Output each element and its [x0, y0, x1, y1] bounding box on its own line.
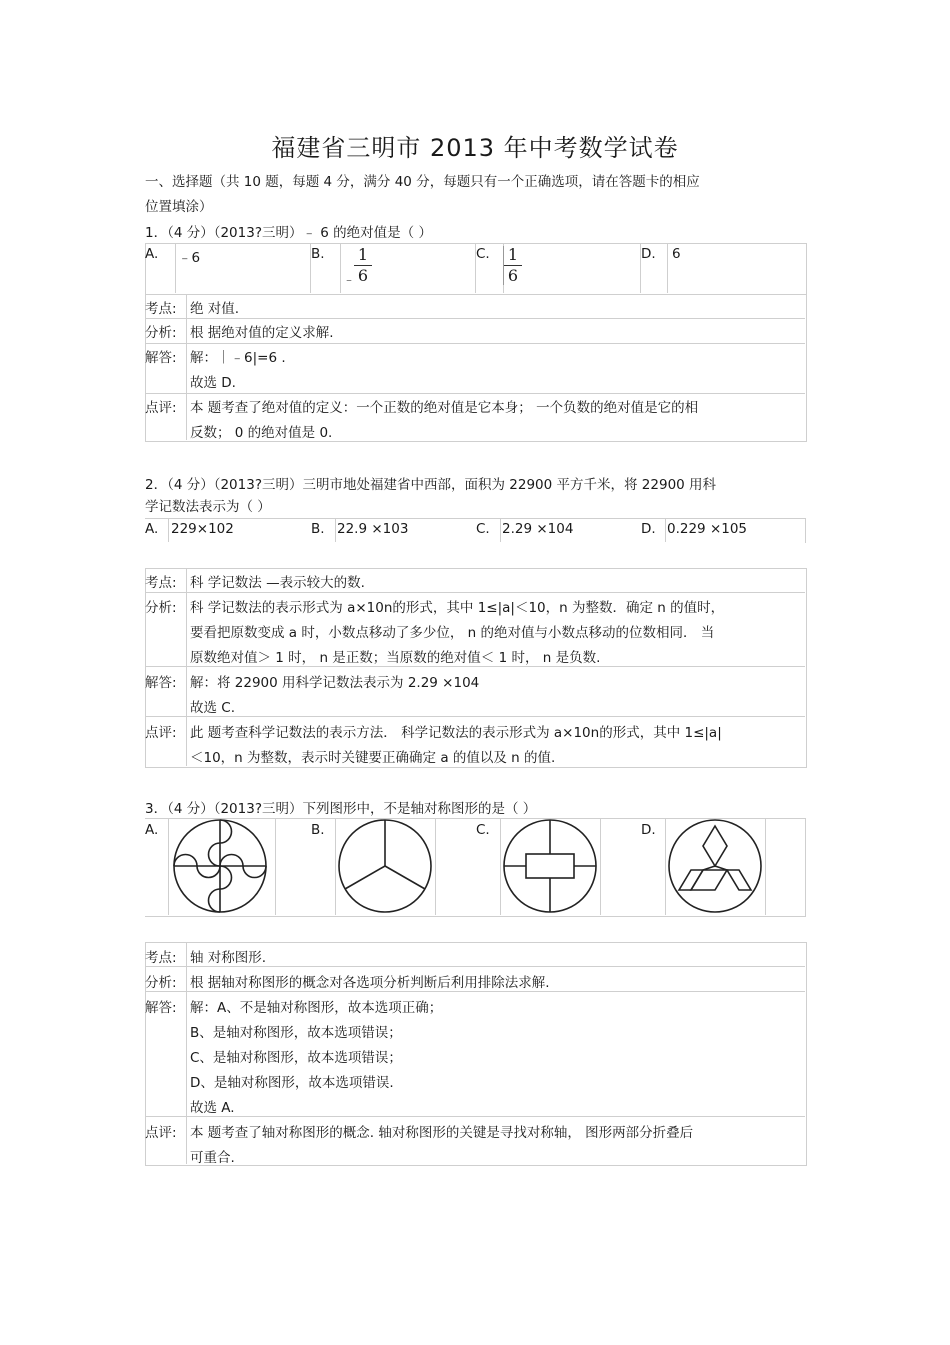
q1-jieda-line1: 解：｜﹣6|=6 .	[190, 350, 286, 366]
q2-key-dianping: 点评:	[145, 725, 177, 741]
q2-dianping-line1: 此 题考查科学记数法的表示方法． 科学记数法的表示形式为 a×10n的形式，其中 1≤|a|	[190, 725, 722, 741]
q3-jieda-line2: B、是轴对称图形，故本选项错误；	[190, 1025, 402, 1041]
q3-jieda-line4: D、是轴对称图形，故本选项错误.	[190, 1075, 394, 1091]
q3-option-b-label: B.	[311, 822, 325, 838]
q2-key-kaodian: 考点:	[145, 575, 177, 591]
q1-kaodian-text: 绝 对值.	[190, 301, 240, 317]
q1-key-jieda: 解答:	[145, 350, 177, 366]
q1-key-fenxi: 分析:	[145, 325, 177, 341]
q1-stem: 1．（4 分）（2013?三明）﹣ 6 的绝对值是（ ）	[145, 225, 432, 241]
q3-figure-b-three-radii	[335, 818, 435, 914]
q3-kaodian-text: 轴 对称图形.	[190, 950, 267, 966]
q3-jieda-line3: C、是轴对称图形，故本选项错误；	[190, 1050, 402, 1066]
section-instruction-line1: 一、选择题（共 10 题，每题 4 分，满分 40 分，每题只有一个正确选项，请在答题卡的相应	[145, 174, 700, 190]
q2-fenxi-line2: 要看把原数变成 a 时，小数点移动了多少位， n 的绝对值与小数点移动的位数相同． 当	[190, 625, 715, 641]
q1-option-b-denominator: 6	[357, 266, 369, 285]
q2-kaodian-text: 科 学记数法 —表示较大的数.	[190, 575, 365, 591]
q1-option-b-fraction	[354, 246, 372, 285]
q2-option-a-label: A.	[145, 521, 159, 537]
q3-figure-a-pinwheel	[170, 818, 270, 914]
q1-key-kaodian: 考点:	[145, 301, 177, 317]
q1-option-c-label: C.	[476, 246, 490, 262]
q1-option-d-label: D.	[641, 246, 656, 262]
q1-option-c-numerator: 1	[507, 245, 519, 264]
page-title: 福建省三明市 2013 年中考数学试卷	[271, 134, 679, 162]
q1-option-b-numerator: 1	[357, 245, 369, 264]
q1-option-a-label: A.	[145, 246, 159, 262]
q2-option-b-text: 22.9 ×103	[337, 521, 409, 537]
q2-dianping-line2: ＜10，n 为整数，表示时关键要正确确定 a 的值以及 n 的值.	[190, 750, 556, 766]
q1-fenxi-text: 根 据绝对值的定义求解.	[190, 325, 334, 341]
q2-fenxi-line1: 科 学记数法的表示形式为 a×10n的形式，其中 1≤|a|＜10，n 为整数．确定 n 的值时，	[190, 600, 725, 616]
q3-option-c-label: C.	[476, 822, 490, 838]
q3-option-d-label: D.	[641, 822, 656, 838]
q1-dianping-line1: 本 题考查了绝对值的定义：一个正数的绝对值是它本身； 一个负数的绝对值是它的相	[190, 400, 699, 416]
q2-option-d-label: D.	[641, 521, 656, 537]
q3-fenxi-text: 根 据轴对称图形的概念对各选项分析判断后利用排除法求解.	[190, 975, 550, 991]
q2-jieda-line2: 故选 C.	[190, 700, 236, 716]
q2-stem-line1: 2．（4 分）（2013?三明）三明市地处福建省中西部，面积为 22900 平方千米，将 22900 用科	[145, 477, 717, 493]
q1-option-c-fraction	[503, 246, 522, 285]
q3-dianping-line1: 本 题考查了轴对称图形的概念. 轴对称图形的关键是寻找对称轴， 图形两部分折叠后	[190, 1125, 694, 1141]
q3-key-jieda: 解答:	[145, 1000, 177, 1016]
q2-option-d-text: 0.229 ×105	[667, 521, 748, 537]
q3-dianping-line2: 可重合.	[190, 1150, 235, 1166]
q2-option-c-text: 2.29 ×104	[502, 521, 574, 537]
q3-key-kaodian: 考点:	[145, 950, 177, 966]
section-instruction-line2: 位置填涂）	[145, 199, 213, 215]
q1-option-d-text: 6	[672, 246, 681, 262]
q3-jieda-line1: 解：A、不是轴对称图形，故本选项正确；	[190, 1000, 443, 1016]
q2-option-b-label: B.	[311, 521, 325, 537]
q3-jieda-line5: 故选 A.	[190, 1100, 235, 1116]
q2-jieda-line1: 解：将 22900 用科学记数法表示为 2.29 ×104	[190, 675, 480, 691]
q2-option-c-label: C.	[476, 521, 490, 537]
q1-option-b-label: B.	[311, 246, 325, 262]
q2-fenxi-line3: 原数绝对值＞ 1 时， n 是正数；当原数的绝对值＜ 1 时， n 是负数.	[190, 650, 601, 666]
q2-stem-line2: 学记数法表示为（ ）	[145, 499, 271, 515]
q3-key-dianping: 点评:	[145, 1125, 177, 1141]
q1-option-a-text: ﹣6	[178, 250, 201, 266]
q2-key-jieda: 解答:	[145, 675, 177, 691]
q3-key-fenxi: 分析:	[145, 975, 177, 991]
q1-option-b-sign: ﹣	[343, 272, 356, 286]
q3-figure-c-rectangle-cross	[500, 818, 600, 914]
q3-option-a-label: A.	[145, 822, 159, 838]
q1-key-dianping: 点评:	[145, 400, 177, 416]
q3-figure-d-three-diamonds	[665, 818, 765, 914]
q1-dianping-line2: 反数； 0 的绝对值是 0.	[190, 425, 333, 441]
q2-key-fenxi: 分析:	[145, 600, 177, 616]
q2-option-a-text: 229×102	[171, 521, 234, 537]
q3-stem: 3．（4 分）（2013?三明）下列图形中，不是轴对称图形的是（ ）	[145, 801, 537, 817]
q1-jieda-line2: 故选 D.	[190, 375, 236, 391]
q1-option-c-denominator: 6	[507, 266, 519, 285]
